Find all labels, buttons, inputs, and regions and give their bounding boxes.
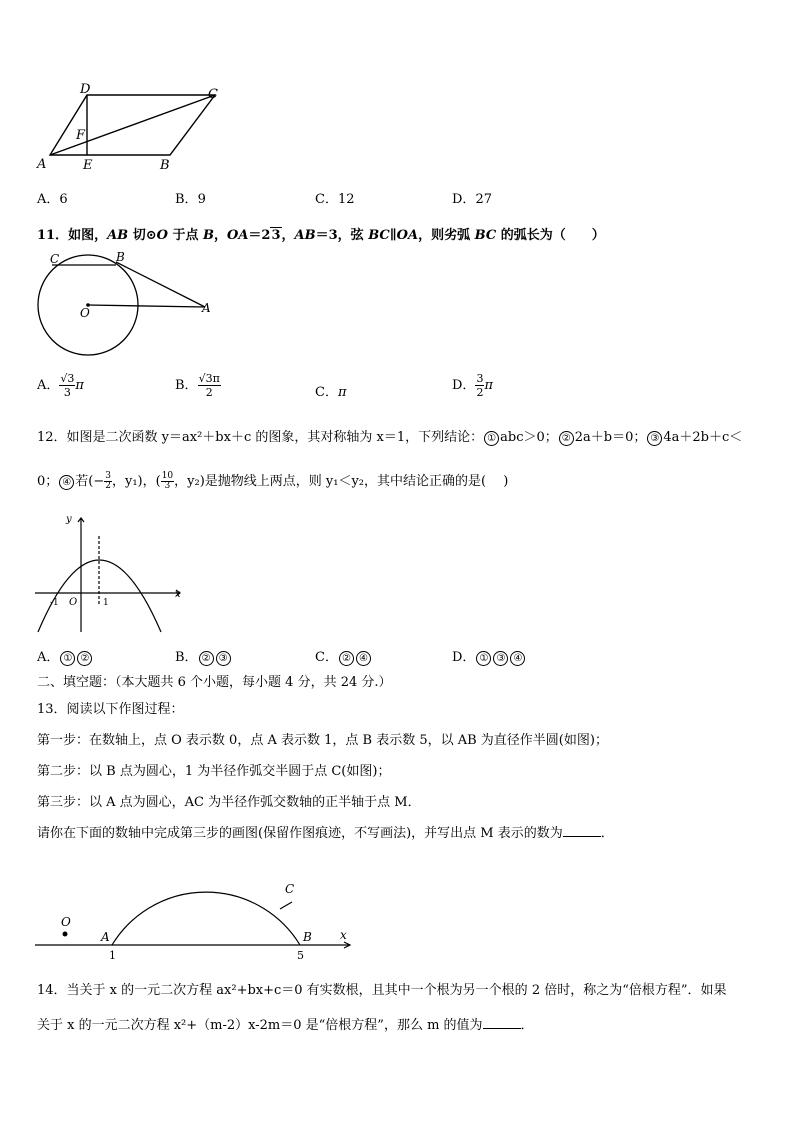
number-line-semicircle-figure [35, 860, 355, 970]
label-B: B [160, 158, 170, 173]
q13-step3: 第三步：以 A 点为圆心，AC 为半径作弧交数轴的正半轴于点 M． [37, 795, 421, 810]
q10-option-b[interactable] [175, 188, 206, 207]
q12-option-d[interactable]: D． ① ③ ④ [452, 646, 526, 666]
label-y: y [66, 514, 72, 525]
option-text: 6 [59, 192, 68, 207]
parabola-figure [35, 512, 185, 637]
label-C: C [285, 882, 295, 896]
q11-option-b[interactable]: B． $\frac{√3\pi}{2}$ [175, 372, 220, 399]
label-A: A [37, 157, 47, 172]
option-letter: B． [175, 378, 198, 393]
label-B: B [303, 930, 312, 944]
answer-blank[interactable] [483, 1016, 521, 1029]
tick-1: 1 [109, 949, 116, 962]
label-1: 1 [103, 598, 109, 608]
answer-blank[interactable] [563, 824, 601, 837]
parallelogram-figure [30, 80, 230, 175]
option-letter: A． [37, 192, 60, 207]
option-text: 12 [337, 192, 355, 207]
option-letter: C． [315, 650, 338, 665]
q13-ask: 请你在下面的数轴中完成第三步的画图(保留作图痕迹，不写画法)，并写出点 M 表示的数为 ． [37, 826, 614, 841]
section-heading: 二、填空题：（本大题共 6 个小题，每小题 4 分，共 24 分.） [37, 675, 392, 690]
option-letter: A． [37, 650, 60, 665]
q12-option-b[interactable]: B． ② ③ [175, 646, 232, 666]
label-O: O [61, 915, 71, 929]
label-x: x [340, 928, 347, 942]
label-x: x [175, 589, 181, 600]
q13-step2: 第二步：以 B 点为圆心，1 为半径作弧交半圆于点 C(如图)； [37, 764, 391, 779]
q14-line2: 关于 x 的一元二次方程 x²+（m-2）x-2m＝0 是“倍根方程”，那么 m 的值为 ． [37, 1018, 534, 1033]
q12-line2: 0； ④ 若(− $\frac{3}{2}$ ，y₁)，( $\frac{10}{3}$ ，y₂)是抛物线上两点，则 y₁＜y₂，其中结论正确的是( ) [37, 471, 509, 491]
label-C: C [208, 87, 218, 102]
label-B: B [116, 250, 125, 264]
option-letter: A． [37, 378, 60, 393]
q10-option-a[interactable] [37, 188, 68, 207]
label-E: E [83, 158, 93, 173]
q13-step1: 第一步：在数轴上，点 O 表示数 0，点 A 表示数 1，点 B 表示数 5，以 AB 为直径作半圆(如图)； [37, 733, 608, 748]
label-A: A [202, 301, 211, 315]
label-F: F [76, 128, 86, 143]
tick-5: 5 [297, 949, 304, 962]
option-text: 27 [475, 192, 492, 207]
circle-tangent-figure [30, 250, 220, 360]
option-letter: C． [315, 192, 338, 207]
q11-option-d[interactable]: D． $\frac{3}{2}$ π [452, 372, 493, 399]
label-C: C [50, 252, 60, 266]
q11-option-c[interactable]: C．π [315, 385, 347, 400]
option-letter: B． [175, 192, 198, 207]
option-letter: C． [315, 385, 338, 400]
option-letter: D． [452, 192, 476, 207]
q11-stem: 11．如图，AB 切⊙O 于点 B，OA＝23，AB＝3，弦 BC∥OA，则劣弧 BC 的弧长为（ ） [37, 228, 605, 243]
q12-line1: 12．如图是二次函数 y＝ax²＋bx＋c 的图象，其对称轴为 x＝1，下列结论： ① abc＞0； ② 2a＋b＝0； ③ 4a＋2b＋c＜ [37, 430, 743, 445]
label-A: A [101, 930, 110, 944]
q12-option-a[interactable]: A． ① ② [37, 646, 93, 666]
option-text: 9 [197, 192, 206, 207]
q10-option-c[interactable] [315, 188, 355, 207]
q13-title: 13．阅读以下作图过程： [37, 702, 184, 717]
label-minus1: -1 [50, 598, 59, 608]
q10-option-d[interactable] [452, 188, 492, 207]
label-O: O [69, 597, 78, 608]
option-letter: D． [452, 650, 476, 665]
q12-option-c[interactable]: C． ② ④ [315, 646, 372, 666]
label-O: O [80, 306, 90, 320]
label-D: D [80, 82, 91, 97]
option-letter: D． [452, 378, 476, 393]
q14-line1: 14．当关于 x 的一元二次方程 ax²+bx+c＝0 有实数根，且其中一个根为另一个根的 2 倍时，称之为“倍根方程”．如果 [37, 983, 727, 998]
q11-option-a[interactable]: A． $\frac{√3}{3}$ π [37, 372, 84, 399]
option-letter: B． [175, 650, 198, 665]
